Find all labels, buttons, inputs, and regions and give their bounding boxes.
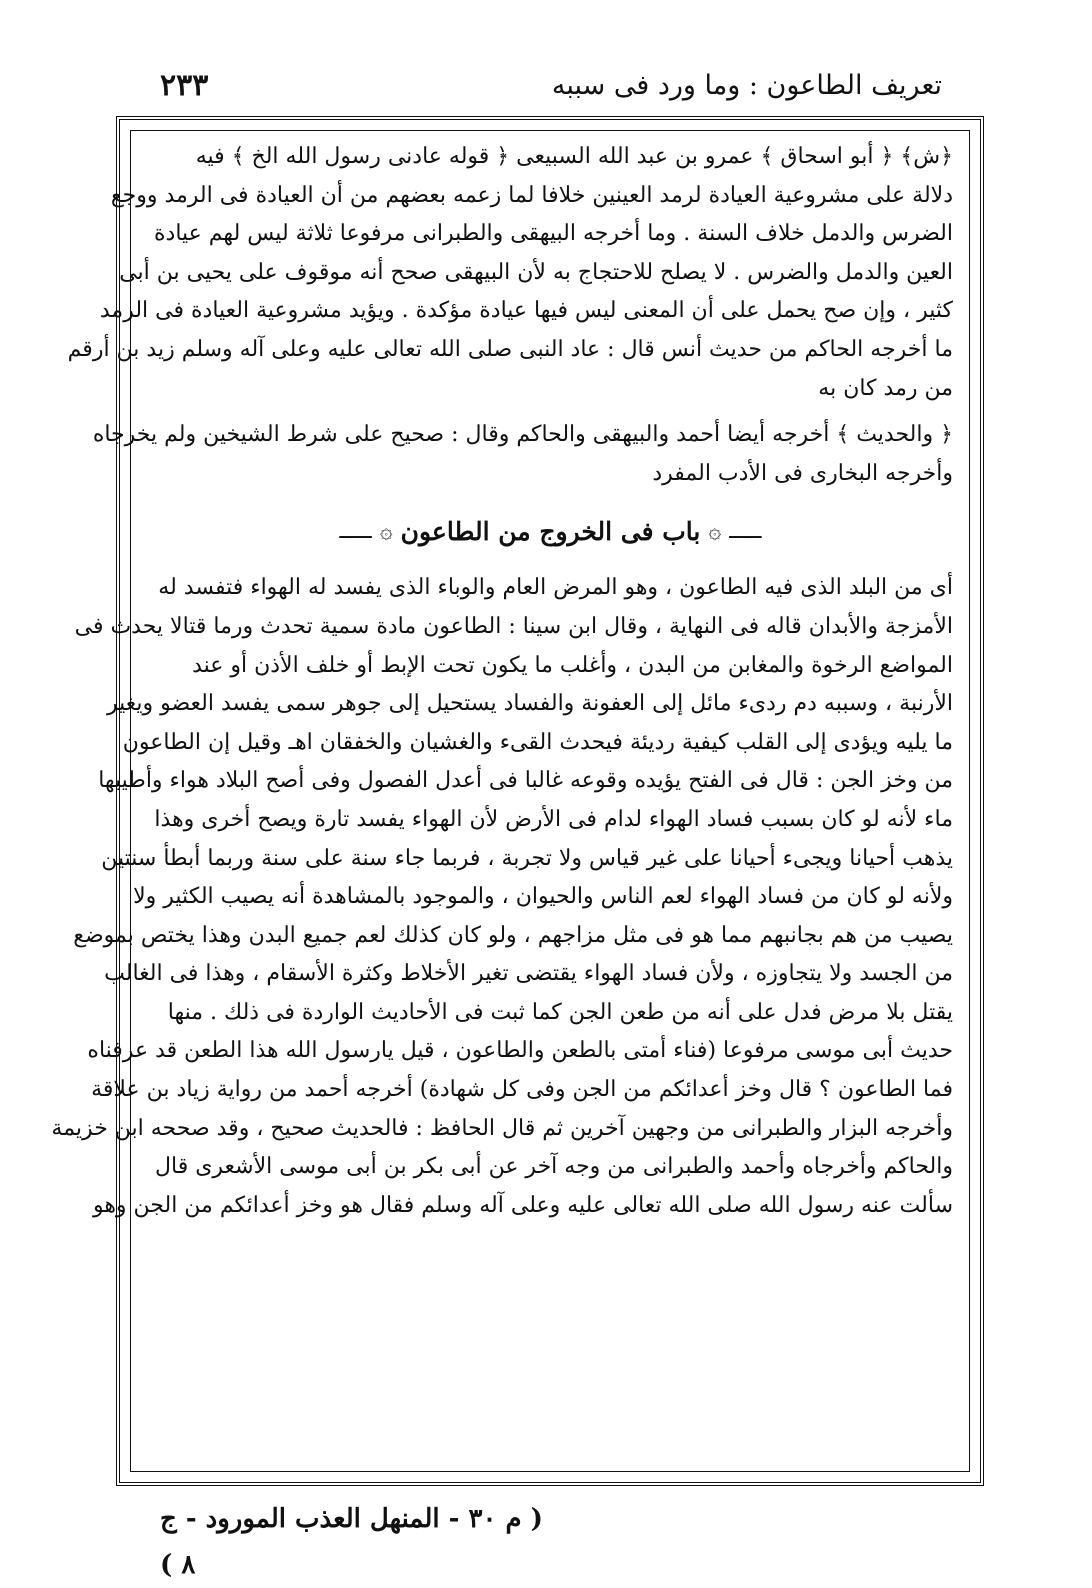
text-line: المواضع الرخوة والمغابن من البدن ، وأغلب ما يكون تحت الإبط أو خلف الأذن أو عند	[192, 652, 953, 678]
running-title: تعريف الطاعون : وما ورد فى سببه	[551, 69, 942, 101]
text-line: ماء لأنه لو كان بسبب فساد الهواء لدام فى الأرض لأن الهواء يفسد تارة ويصح أخرى وهذا	[154, 806, 953, 832]
text-line: ما يليه ويؤدى إلى القلب كيفية رديئة فيحدث القىء والغشيان والخفقان اهـ وقيل إن الطاعون	[122, 729, 953, 755]
text-line: أى من البلد الذى فيه الطاعون ، وهو المرض العام والوباء الذى يفسد له الهواء فتفسد له	[158, 575, 953, 601]
chapter-heading: ـــــ ۞ باب فى الخروج من الطاعون ۞ ـــــ	[339, 516, 762, 546]
ornament-icon: ۞	[379, 518, 393, 544]
text-line: دلالة على مشروعية العيادة لرمد العينين خلافا لما زعمه بعضهم من أن العيادة فى الرمد ووجع	[110, 182, 953, 208]
text-line: ﴿ش﴾ ﴿ أبو اسحاق ﴾ عمرو بن عبد الله السبيعى ﴿ قوله عادنى رسول الله الخ ﴾ فيه	[195, 144, 953, 169]
page-number: ٢٣٣	[160, 67, 209, 103]
page-footer: ( م ٣٠ - المنهل العذب المورود - ج ٨ )	[160, 1504, 543, 1580]
text-line: كثير ، وإن صح يحمل على أن المعنى ليس فيها عيادة مؤكدة . ويؤيد مشروعية العيادة فى الرمد	[99, 298, 953, 324]
text-line: يقتل بلا مرض فدل على أنه من طعن الجن كما ثبت فى الأحاديث الواردة فى ذلك . منها	[167, 999, 953, 1025]
text-line: وأخرجه البزار والطبرانى من وجهين آخرين ثم قال الحافظ : فالحديث صحيح ، وقد صححه ابن خزيمة	[51, 1115, 953, 1141]
text-line: من رمد كان به	[818, 375, 953, 401]
text-line: وأخرجه البخارى فى الأدب المفرد	[652, 460, 953, 486]
text-line: العين والدمل والضرس . لا يصلح للاحتجاج به لأن البيهقى صحح أنه موقوف على يحيى بن أبى	[119, 259, 953, 285]
chapter-title: باب فى الخروج من الطاعون	[400, 516, 701, 546]
ornament-icon: ۞	[708, 518, 722, 544]
text-line: الأرنبة ، وسببه دم ردىء مائل إلى العفونة والفساد يستحيل إلى جوهر سمى يفسد العضو ويغير	[106, 691, 953, 717]
text-line: ﴿ والحديث ﴾ أخرجه أيضا أحمد والبيهقى والحاكم وقال : صحيح على شرط الشيخين ولم يخرجاه	[92, 422, 953, 448]
text-line: ولأنه لو كان من فساد الهواء لعم الناس والحيوان ، والموجود بالمشاهدة أنه يصيب الكثير ولا	[133, 884, 953, 910]
page-body	[51, 138, 953, 1468]
text-line: حديث أبى موسى مرفوعا (فناء أمتى بالطعن والطاعون ، قيل يارسول الله هذا الطعن قد عرفناه	[87, 1038, 953, 1064]
text-line: الأمزجة والأبدان قاله فى النهاية ، وقال ابن سينا : الطاعون مادة سمية تحدث ورما قتالا يحدث فى	[74, 613, 953, 639]
text-line: الضرس والدمل خلاف السنة . وما أخرجه البيهقى والطبرانى مرفوعا ثلاثة ليس لهم عيادة	[154, 221, 953, 247]
hadith-note-block	[92, 416, 953, 493]
commentary-block	[67, 138, 953, 408]
text-line: يذهب أحيانا ويجىء أحيانا على غير قياس ولا تجربة ، فربما جاء سنة على سنة وربما أبطأ سنتين	[101, 845, 953, 871]
text-line: يصيب من هم بجانبهم مما هو فى مثل مزاجهم ، ولو كان كذلك لعم جميع البدن وهذا يختص بموضع	[73, 922, 953, 948]
text-line: من وخز الجن : قال فى الفتح يؤيده وقوعه غالبا فى أعدل الفصول وفى أصح البلاد هواء وأطيبها	[98, 768, 953, 794]
page-header	[150, 60, 970, 110]
chapter-text-block	[51, 569, 953, 1225]
text-line: سألت عنه رسول الله صلى الله تعالى عليه وعلى آله وسلم فقال هو وخز أعدائكم من الجن وهو	[92, 1192, 953, 1218]
text-line: من الجسد ولا يتجاوزه ، ولأن فساد الهواء يقتضى تغير الأخلاط وكثرة الأسقام ، وهذا فى الغالب	[104, 961, 953, 987]
text-line: ما أخرجه الحاكم من حديث أنس قال : عاد النبى صلى الله تعالى عليه وعلى آله وسلم زيد بن أرقم	[67, 336, 953, 362]
text-line: فما الطاعون ؟ قال وخز أعدائكم من الجن وفى كل شهادة) أخرجه أحمد من رواية زياد بن علاقة	[91, 1077, 953, 1103]
text-line: والحاكم وأخرجاه وأحمد والطبرانى من وجه آخر عن أبى بكر بن أبى موسى الأشعرى قال	[155, 1154, 953, 1180]
